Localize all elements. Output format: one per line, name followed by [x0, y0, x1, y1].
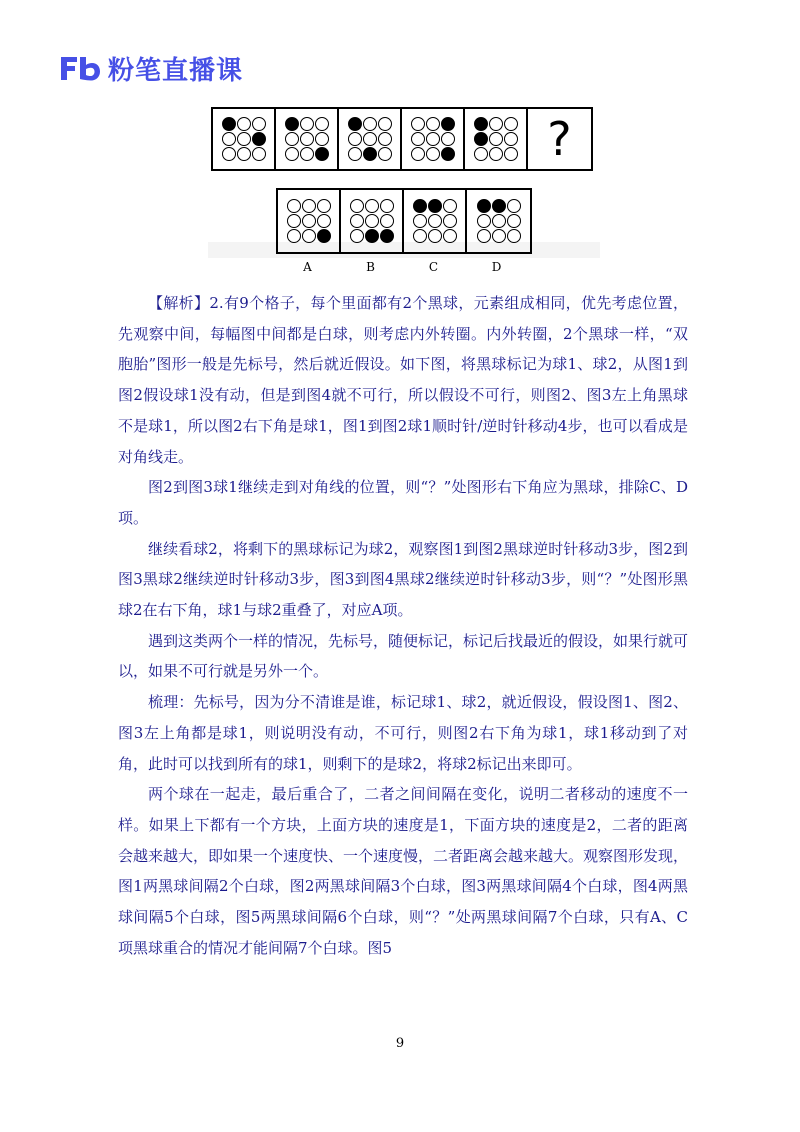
white-ball — [348, 132, 362, 146]
black-ball — [474, 117, 488, 131]
white-ball — [411, 132, 425, 146]
white-ball — [237, 117, 251, 131]
white-ball — [492, 214, 506, 228]
explanation-text — [118, 288, 688, 963]
black-ball — [285, 117, 299, 131]
paragraph: 两个球在一起走，最后重合了，二者之间间隔在变化，说明二者移动的速度不一样。如果上下都有一个方块，上面方块的速度是1，下面方块的速度是2，二者的距离会越来越大，即如果一个速度快、一个速度慢，二者距离会越来越大。观察图形发现，图1两黑球间隔2个白球，图2两黑球间隔3个白球，图3两黑球间隔4个白球，图4两黑球间隔5个白球，图5两黑球间隔6个白球，则“？”处两黑球间隔7个白球，只有A、C项黑球重合的情况才能间隔7个白球。图5 — [118, 785, 689, 957]
white-ball — [507, 214, 521, 228]
white-ball — [348, 147, 362, 161]
white-ball — [350, 214, 364, 228]
ball-grid — [411, 117, 455, 161]
white-ball — [474, 147, 488, 161]
white-ball — [413, 229, 427, 243]
white-ball — [350, 199, 364, 213]
white-ball — [443, 214, 457, 228]
white-ball — [222, 132, 236, 146]
white-ball — [237, 147, 251, 161]
white-ball — [285, 147, 299, 161]
sequence-figure-5 — [465, 109, 528, 169]
white-ball — [302, 229, 316, 243]
white-ball — [443, 199, 457, 213]
white-ball — [237, 132, 251, 146]
black-ball — [441, 147, 455, 161]
white-ball — [363, 117, 377, 131]
paragraph: 遇到这类两个一样的情况，先标号，随便标记，标记后找最近的假设，如果行就可以，如果不可行就是另外一个。 — [118, 631, 689, 681]
white-ball — [380, 214, 394, 228]
white-ball — [222, 147, 236, 161]
ball-grid — [348, 117, 392, 161]
white-ball — [302, 214, 316, 228]
paragraph: 图2到图3球1继续走到对角线的位置，则“？”处图形右下角应为黑球，排除C、D项。 — [118, 478, 688, 527]
white-ball — [300, 147, 314, 161]
white-ball — [492, 229, 506, 243]
white-ball — [315, 132, 329, 146]
white-ball — [504, 117, 518, 131]
options-row — [276, 188, 532, 254]
white-ball — [428, 214, 442, 228]
black-ball — [477, 199, 491, 213]
white-ball — [378, 147, 392, 161]
option-label-d: D — [491, 260, 502, 274]
white-ball — [287, 229, 301, 243]
sequence-figure-6 — [528, 109, 591, 169]
white-ball — [363, 132, 377, 146]
white-ball — [428, 229, 442, 243]
white-ball — [287, 214, 301, 228]
white-ball — [300, 132, 314, 146]
black-ball — [413, 199, 427, 213]
white-ball — [317, 214, 331, 228]
ball-grid — [477, 199, 521, 243]
ball-grid — [413, 199, 457, 243]
white-ball — [504, 147, 518, 161]
sequence-figure-4 — [402, 109, 465, 169]
sequence-figure-1 — [213, 109, 276, 169]
black-ball — [317, 229, 331, 243]
white-ball — [426, 132, 440, 146]
white-ball — [317, 199, 331, 213]
white-ball — [477, 214, 491, 228]
ball-grid — [222, 117, 266, 161]
white-ball — [489, 147, 503, 161]
white-ball — [378, 132, 392, 146]
white-ball — [489, 132, 503, 146]
option-figure-d — [467, 190, 530, 252]
black-ball — [441, 117, 455, 131]
black-ball — [252, 132, 266, 146]
white-ball — [252, 147, 266, 161]
black-ball — [380, 229, 394, 243]
option-figure-b — [341, 190, 404, 252]
white-ball — [441, 132, 455, 146]
white-ball — [507, 229, 521, 243]
option-label-a: A — [303, 260, 312, 274]
white-ball — [411, 147, 425, 161]
question-mark: ? — [547, 112, 572, 166]
white-ball — [477, 229, 491, 243]
white-ball — [411, 117, 425, 131]
sequence-figure-2 — [276, 109, 339, 169]
white-ball — [365, 214, 379, 228]
option-figure-a — [278, 190, 341, 252]
paragraph: 继续看球2，将剩下的黑球标记为球2，观察图1到图2黑球逆时针移动3步，图2到图3黑球2继续逆时针移动3步，图3到图4黑球2继续逆时针移动3步，则“？”处图形黑球2在右下角，球1与球2重叠了，对应A项。 — [118, 539, 688, 620]
brand-name: 粉笔直播课 — [108, 55, 244, 86]
sequence-row — [211, 107, 593, 171]
white-ball — [300, 117, 314, 131]
sequence-figure-3 — [339, 109, 402, 169]
white-ball — [285, 132, 299, 146]
ball-grid — [287, 199, 331, 243]
white-ball — [413, 214, 427, 228]
ball-grid — [285, 117, 329, 161]
black-ball — [222, 117, 236, 131]
black-ball — [492, 199, 506, 213]
white-ball — [504, 132, 518, 146]
white-ball — [380, 199, 394, 213]
black-ball — [474, 132, 488, 146]
black-ball — [315, 147, 329, 161]
paragraph-analysis: 【解析】2.有9个格子，每个里面都有2个黑球，元素组成相同，优先考虑位置，先观察中间，每幅图中间都是白球，则考虑内外转圈。内外转圈，2个黑球一样，“双胞胎”图形一般是先标号，然后就近假设。如下图，将黑球标记为球1、球2，从图1到图2假设球1没有动，但是到图4就不可行，所以假设不可行，则图2、图3左上角黑球不是球1，所以图2右下角是球1，图1到图2球1顺时针/逆时针移动4步，也可以看成是对角线走。 — [118, 294, 688, 466]
black-ball — [363, 147, 377, 161]
white-ball — [302, 199, 316, 213]
white-ball — [287, 199, 301, 213]
white-ball — [443, 229, 457, 243]
black-ball — [348, 117, 362, 131]
fenbi-logo-icon — [58, 53, 102, 83]
white-ball — [252, 117, 266, 131]
white-ball — [378, 117, 392, 131]
page-number: 9 — [395, 1036, 405, 1051]
ball-grid — [350, 199, 394, 243]
brand-logo — [58, 50, 243, 86]
black-ball — [428, 199, 442, 213]
white-ball — [489, 117, 503, 131]
white-ball — [426, 117, 440, 131]
white-ball — [365, 199, 379, 213]
black-ball — [365, 229, 379, 243]
ball-grid — [474, 117, 518, 161]
paragraph-summary: 梳理：先标号，因为分不清谁是谁，标记球1、球2，就近假设，假设图1、图2、图3左上角都是球1，则说明没有动，不可行，则图2右下角为球1，球1移动到了对角，此时可以找到所有的球1，则剩下的是球2，将球2标记出来即可。 — [118, 693, 688, 773]
option-labels — [276, 260, 536, 274]
option-figure-c — [404, 190, 467, 252]
white-ball — [350, 229, 364, 243]
white-ball — [426, 147, 440, 161]
option-label-b: B — [366, 260, 375, 274]
white-ball — [315, 117, 329, 131]
white-ball — [507, 199, 521, 213]
option-label-c: C — [428, 260, 439, 274]
